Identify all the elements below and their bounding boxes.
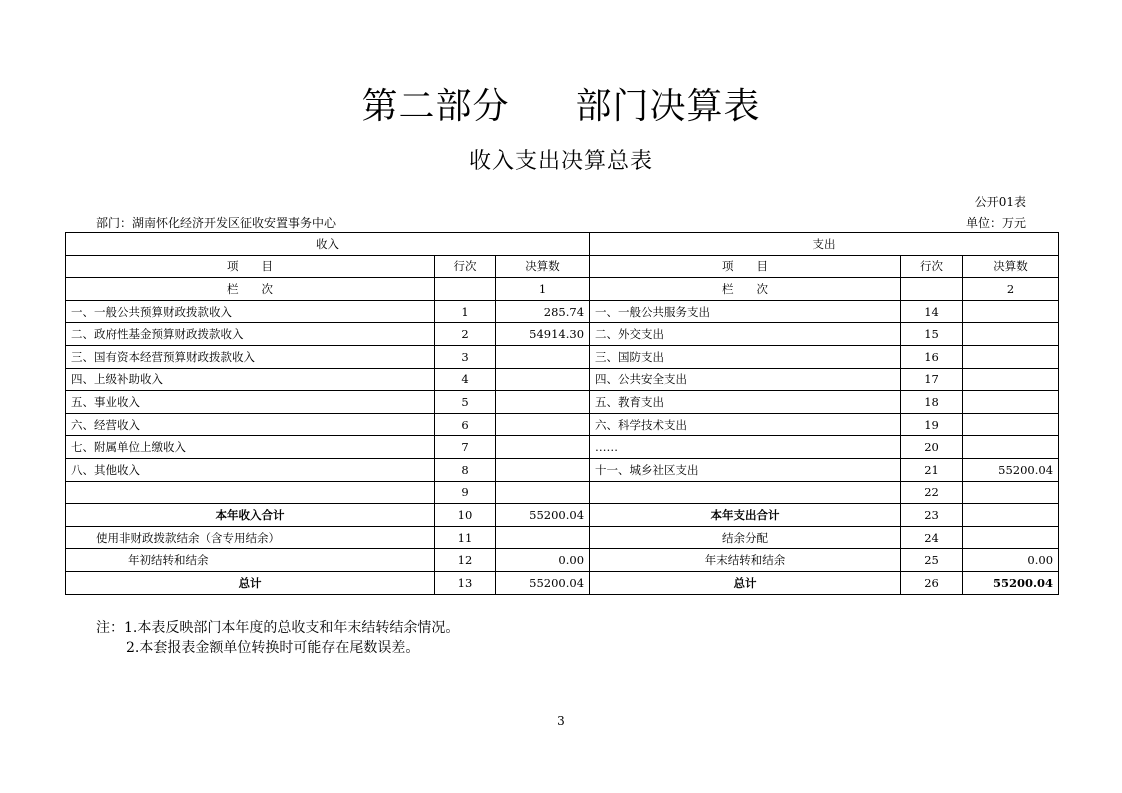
table-row [66,436,1059,459]
cell-ex-amt [963,368,1059,391]
part-title [0,78,1122,129]
expense-header: 支出 [590,233,1059,256]
cell-ex-amt [963,345,1059,368]
cell-in-amt [496,368,590,391]
cell-in-amt [496,436,590,459]
grand-income-total-label: 总计 [66,571,435,594]
cell-in-item: 七、附属单位上缴收入 [66,436,435,459]
cell-in-item: 四、上级补助收入 [66,368,435,391]
cell-in-no: 2 [435,323,496,346]
cell-in-amt [496,481,590,504]
expense-column-index: 2 [963,278,1059,301]
expense-column-label: 栏 次 [590,278,901,301]
income-header: 收入 [66,233,590,256]
income-rowno-header: 行次 [435,255,496,278]
cell-ex-no: 15 [901,323,963,346]
department-label: 部门：湖南怀化经济开发区征收安置事务中心 [96,216,337,230]
cell-in-no: 4 [435,368,496,391]
cell-in-amt: 54914.30 [496,323,590,346]
income-amount-header: 决算数 [496,255,590,278]
table-row [66,413,1059,436]
cell-ex-amt [963,300,1059,323]
column-header-row [66,255,1059,278]
table-row [66,300,1059,323]
expense-item-header: 项 目 [590,255,901,278]
cell-in-item: 五、事业收入 [66,391,435,414]
page-number: 3 [557,714,565,728]
income-column-label: 栏 次 [66,278,435,301]
year-expense-total-label: 本年支出合计 [590,504,901,527]
cell-ex-amt [963,413,1059,436]
grand-total-row: 总计 13 55200.04 总计 26 55200.04 [66,571,1059,594]
note-line-1: 注：1.本表反映部门本年度的总收支和年末结转结余情况。 [96,620,460,636]
cell-in-amt: 285.74 [496,300,590,323]
begin-carryover-label: 年初结转和结余 [66,549,435,572]
cell-in-no: 7 [435,436,496,459]
cell-ex-item: 四、公共安全支出 [590,368,901,391]
cell-ex-no: 21 [901,458,963,481]
cell-ex-amt: 55200.04 [963,458,1059,481]
nonfiscal-row: 使用非财政拨款结余（含专用结余） 11 结余分配 24 [66,526,1059,549]
surplus-distribution-label: 结余分配 [590,526,901,549]
carryover-row: 年初结转和结余 12 0.00 年末结转和结余 25 0.00 [66,549,1059,572]
unit-label: 单位：万元 [965,216,1026,230]
table-row [66,481,1059,504]
cell-in-amt [496,413,590,436]
expense-amount-header: 决算数 [963,255,1059,278]
cell-ex-no: 16 [901,345,963,368]
cell-ex-item: 一、一般公共服务支出 [590,300,901,323]
cell-ex-amt [963,436,1059,459]
cell-in-no: 8 [435,458,496,481]
cell-ex-no: 17 [901,368,963,391]
final-accounts-table [65,232,1059,595]
cell-ex-item: 十一、城乡社区支出 [590,458,901,481]
cell-in-item: 一、一般公共预算财政拨款收入 [66,300,435,323]
cell-in-item: 八、其他收入 [66,458,435,481]
part-title-left: 第二部分 [361,86,510,127]
notes [96,618,459,658]
expense-rowno-header: 行次 [901,255,963,278]
table-row [66,458,1059,481]
cell-in-item: 二、政府性基金预算财政拨款收入 [66,323,435,346]
column-index-row [66,278,1059,301]
end-carryover-amount: 0.00 [963,549,1059,572]
income-item-header: 项 目 [66,255,435,278]
cell-ex-item [590,481,901,504]
part-title-right: 部门决算表 [575,86,761,127]
cell-in-amt [496,458,590,481]
table-row [66,345,1059,368]
cell-ex-item: …… [590,436,901,459]
cell-ex-item: 六、科学技术支出 [590,413,901,436]
cell-in-no: 3 [435,345,496,368]
cell-ex-item: 三、国防支出 [590,345,901,368]
cell-ex-no: 14 [901,300,963,323]
cell-ex-no: 18 [901,391,963,414]
cell-in-no: 9 [435,481,496,504]
year-expense-total-amount [963,504,1059,527]
table-row [66,368,1059,391]
cell-ex-item: 五、教育支出 [590,391,901,414]
cell-in-item [66,481,435,504]
grand-expense-total-amount: 55200.04 [963,571,1059,594]
note-line-2: 2.本套报表金额单位转换时可能存在尾数误差。 [126,640,420,656]
cell-in-no: 6 [435,413,496,436]
section-header-row [66,233,1059,256]
nonfiscal-label: 使用非财政拨款结余（含专用结余） [66,526,435,549]
cell-ex-no: 22 [901,481,963,504]
cell-ex-no: 19 [901,413,963,436]
year-income-total-label: 本年收入合计 [66,504,435,527]
table-row [66,391,1059,414]
grand-expense-total-label: 总计 [590,571,901,594]
grand-income-total-amount: 55200.04 [496,571,590,594]
cell-ex-item: 二、外交支出 [590,323,901,346]
table-row [66,323,1059,346]
cell-in-item: 六、经营收入 [66,413,435,436]
cell-ex-amt [963,323,1059,346]
form-code: 公开01表 [974,195,1026,209]
cell-in-amt [496,391,590,414]
cell-in-amt [496,345,590,368]
cell-in-item: 三、国有资本经营预算财政拨款收入 [66,345,435,368]
income-column-index: 1 [496,278,590,301]
cell-ex-amt [963,481,1059,504]
cell-ex-amt [963,391,1059,414]
table-title: 收入支出决算总表 [468,149,653,174]
cell-in-no: 5 [435,391,496,414]
end-carryover-label: 年末结转和结余 [590,549,901,572]
cell-ex-no: 20 [901,436,963,459]
begin-carryover-amount: 0.00 [496,549,590,572]
cell-in-no: 1 [435,300,496,323]
year-total-row: 本年收入合计 10 55200.04 本年支出合计 23 [66,504,1059,527]
year-income-total-amount: 55200.04 [496,504,590,527]
